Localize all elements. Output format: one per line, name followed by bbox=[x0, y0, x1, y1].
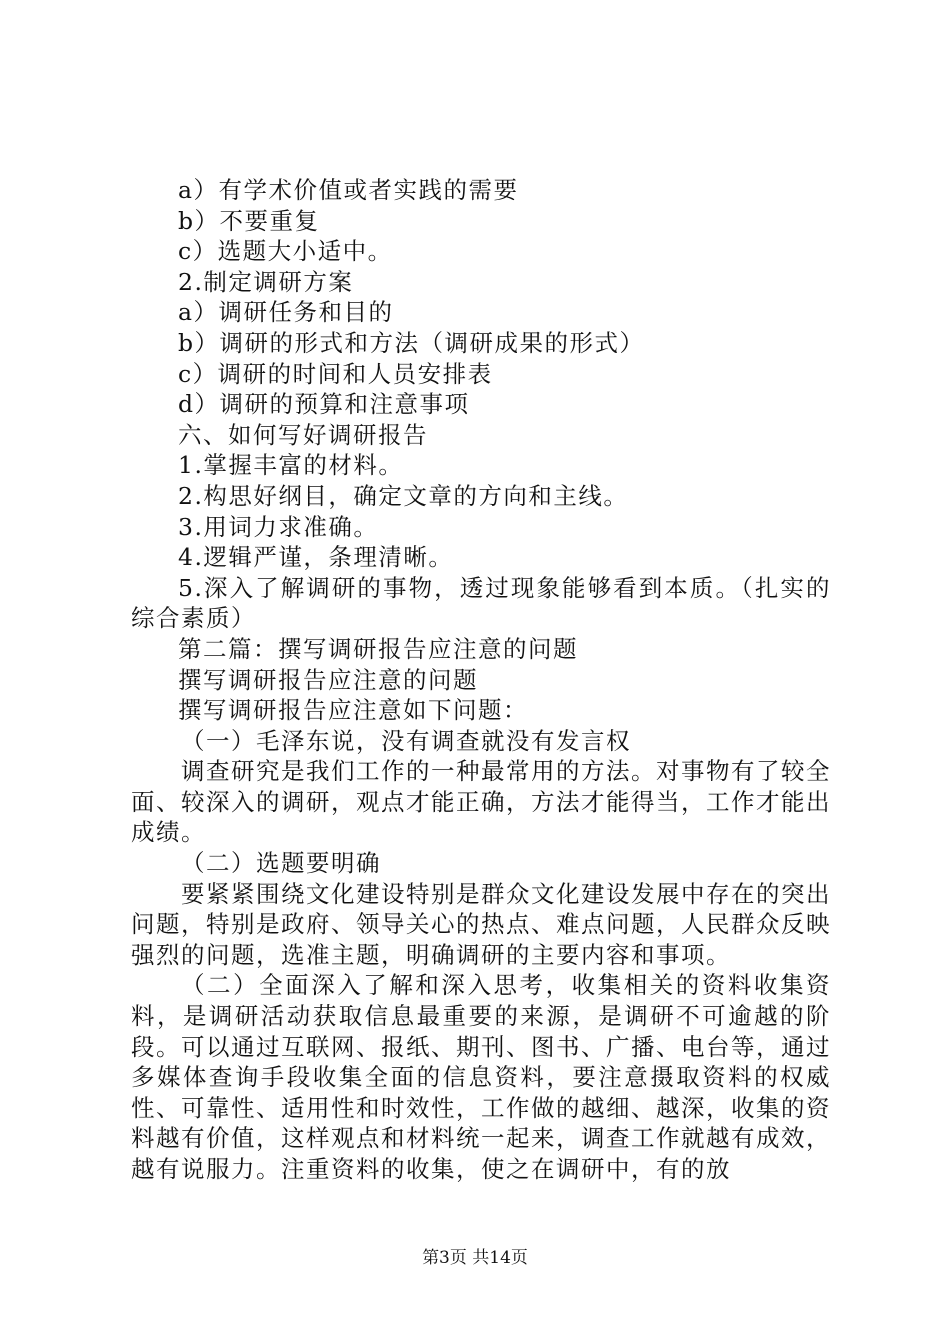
paragraph: b）调研的形式和方法（调研成果的形式） bbox=[178, 328, 645, 357]
section-heading: 撰写调研报告应注意的问题 bbox=[178, 665, 478, 694]
section-heading: 第二篇：撰写调研报告应注意的问题 bbox=[178, 634, 578, 663]
paragraph: d）调研的预算和注意事项 bbox=[178, 390, 470, 419]
paragraph: b）不要重复 bbox=[178, 206, 320, 235]
paragraph: 2.构思好纲目，确定文章的方向和主线。 bbox=[178, 481, 629, 510]
subsection-heading: （一）毛泽东说，没有调查就没有发言权 bbox=[181, 726, 631, 755]
subsection-heading: （二）选题要明确 bbox=[181, 849, 381, 878]
paragraph: （二）全面深入了解和深入思考，收集相关的资料收集资料，是调研活动获取信息最重要的来源，是调研不可逾越的阶段。可以通过互联网、报纸、期刊、图书、广播、电台等，通过多媒体查询手段收集全面的信息资料，要注意摄取资料的权威性、可靠性、适用性和时效性，工作做的越细、越深，收集的资料越有价值，这样观点和材料统一起来，调查工作就越有成效，越有说服力。注重资料的收集，使之在调研中，有的放 bbox=[131, 971, 831, 1183]
section-heading: 六、如何写好调研报告 bbox=[178, 420, 428, 449]
document-body bbox=[131, 175, 831, 1185]
page-number-footer: 第3页 共14页 bbox=[422, 1248, 528, 1268]
paragraph: 4.逻辑严谨，条理清晰。 bbox=[178, 543, 454, 572]
paragraph: 要紧紧围绕文化建设特别是群众文化建设发展中存在的突出问题，特别是政府、领导关心的热点、难点问题，人民群众反映强烈的问题，选准主题，明确调研的主要内容和事项。 bbox=[131, 879, 831, 969]
paragraph: c）选题大小适中。 bbox=[178, 237, 393, 266]
paragraph: a）调研任务和目的 bbox=[178, 298, 394, 327]
paragraph: 5.深入了解调研的事物，透过现象能够看到本质。（扎实的综合素质） bbox=[131, 573, 831, 633]
paragraph: 调查研究是我们工作的一种最常用的方法。对事物有了较全面、较深入的调研，观点才能正确，方法才能得当，工作才能出成绩。 bbox=[131, 757, 831, 847]
paragraph: 2.制定调研方案 bbox=[178, 267, 354, 296]
paragraph: 撰写调研报告应注意如下问题： bbox=[178, 696, 528, 725]
paragraph: 1.掌握丰富的材料。 bbox=[178, 451, 404, 480]
paragraph: c）调研的时间和人员安排表 bbox=[178, 359, 493, 388]
paragraph: a）有学术价值或者实践的需要 bbox=[178, 176, 519, 204]
paragraph: 3.用词力求准确。 bbox=[178, 512, 379, 541]
